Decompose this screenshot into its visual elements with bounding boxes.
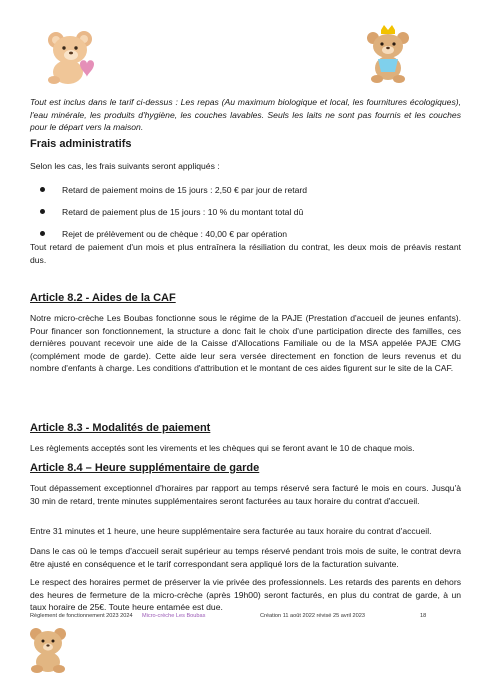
bear-with-crown-icon (364, 22, 412, 84)
footer-revision: Création 11 août 2022 révisé 25 avril 2023 (260, 613, 366, 619)
article-8-4-heading: Article 8.4 – Heure supplémentaire de garde (30, 462, 260, 474)
footer-doc-title: Règlement de fonctionnement 2023 2024 (30, 613, 133, 619)
article-8-4-paragraph-4: Le respect des horaires permet de préserver la vie privée des professionnels. Les retards des parents en dehors des heures de fermeture de la micro-crèche (après 19h00) seront facturés, en plus du contrat de garde, à un taux horaire de 25€. Toute heure entamée est due. (30, 577, 461, 613)
list-item: Retard de paiement plus de 15 jours : 10 % du montant total dû (30, 206, 461, 228)
list-item: Rejet de prélèvement ou de chèque : 40,00 € par opération (30, 228, 461, 250)
intro-note: Tout est inclus dans le tarif ci-dessus : Les repas (Au maximum biologique et local, les fournitures écologiques), l'eau minérale, les produits d'hygiène, les couches lavables. Seuls les laits ne sont pas fournis et les couches pour le départ vers la maison. (30, 97, 461, 133)
article-8-4-paragraph-2: Entre 31 minutes et 1 heure, une heure supplémentaire sera facturée au taux horaire du contrat d'accueil. (30, 526, 432, 536)
bullet-icon (40, 209, 45, 214)
article-8-3-heading: Article 8.3 - Modalités de paiement (30, 422, 211, 434)
article-8-2-body: Notre micro-crèche Les Boubas fonctionne sous le régime de la PAJE (Prestation d'accueil de jeunes enfants). Pour financer son fonctionnement, la structure a donc fait le choix d'une participation directe des familles, ces dernières pouvant recevoir une aide de la Caisse d'Allocations Familiale ou de la MSA appelée PAJE CMG (complément mode de garde). Cette aide leur sera versée directement en fonction de leurs revenus et du nombre d'enfants à charge. Les conditions d'attribution et le montant de ces aides figurent sur le site de la CAF. (30, 313, 461, 374)
article-8-2-heading: Article 8.2 - Aides de la CAF (30, 292, 176, 304)
section-heading-frais: Frais administratifs (30, 138, 132, 150)
list-item: Retard de paiement moins de 15 jours : 2,50 € par jour de retard (30, 184, 461, 206)
article-8-3-body: Les règlements acceptés sont les virements et les chèques qui se feront avant le 10 de chaque mois. (30, 443, 415, 453)
sitting-bear-icon (28, 626, 68, 674)
page-number: 18 (420, 613, 427, 619)
footer-brand: Micro-crèche Les Boubas (142, 613, 206, 619)
frais-intro: Selon les cas, les frais suivants seront appliqués : (30, 161, 220, 171)
bullet-icon (40, 187, 45, 192)
article-8-4-paragraph-3: Dans le cas où le temps d'accueil serait supérieur au temps réservé pendant trois mois de suite, le contrat devra être ajusté en conséquence et le tarif correspondant sera appliqué lors de la facturation suivante. (30, 546, 461, 569)
bullet-icon (40, 231, 45, 236)
resiliation-note: Tout retard de paiement d'un mois et plus entraînera la résiliation du contrat, les deux mois de préavis restant dus. (30, 242, 461, 265)
article-8-4-paragraph-1: Tout dépassement exceptionnel d'horaires par rapport au temps réservé sera facturé le mois en cours. Jusqu'à 30 min de retard, trente minutes supplémentaires seront facturées au taux horaire du contrat d'accueil. (30, 483, 461, 506)
bear-with-heart-icon (44, 28, 102, 86)
